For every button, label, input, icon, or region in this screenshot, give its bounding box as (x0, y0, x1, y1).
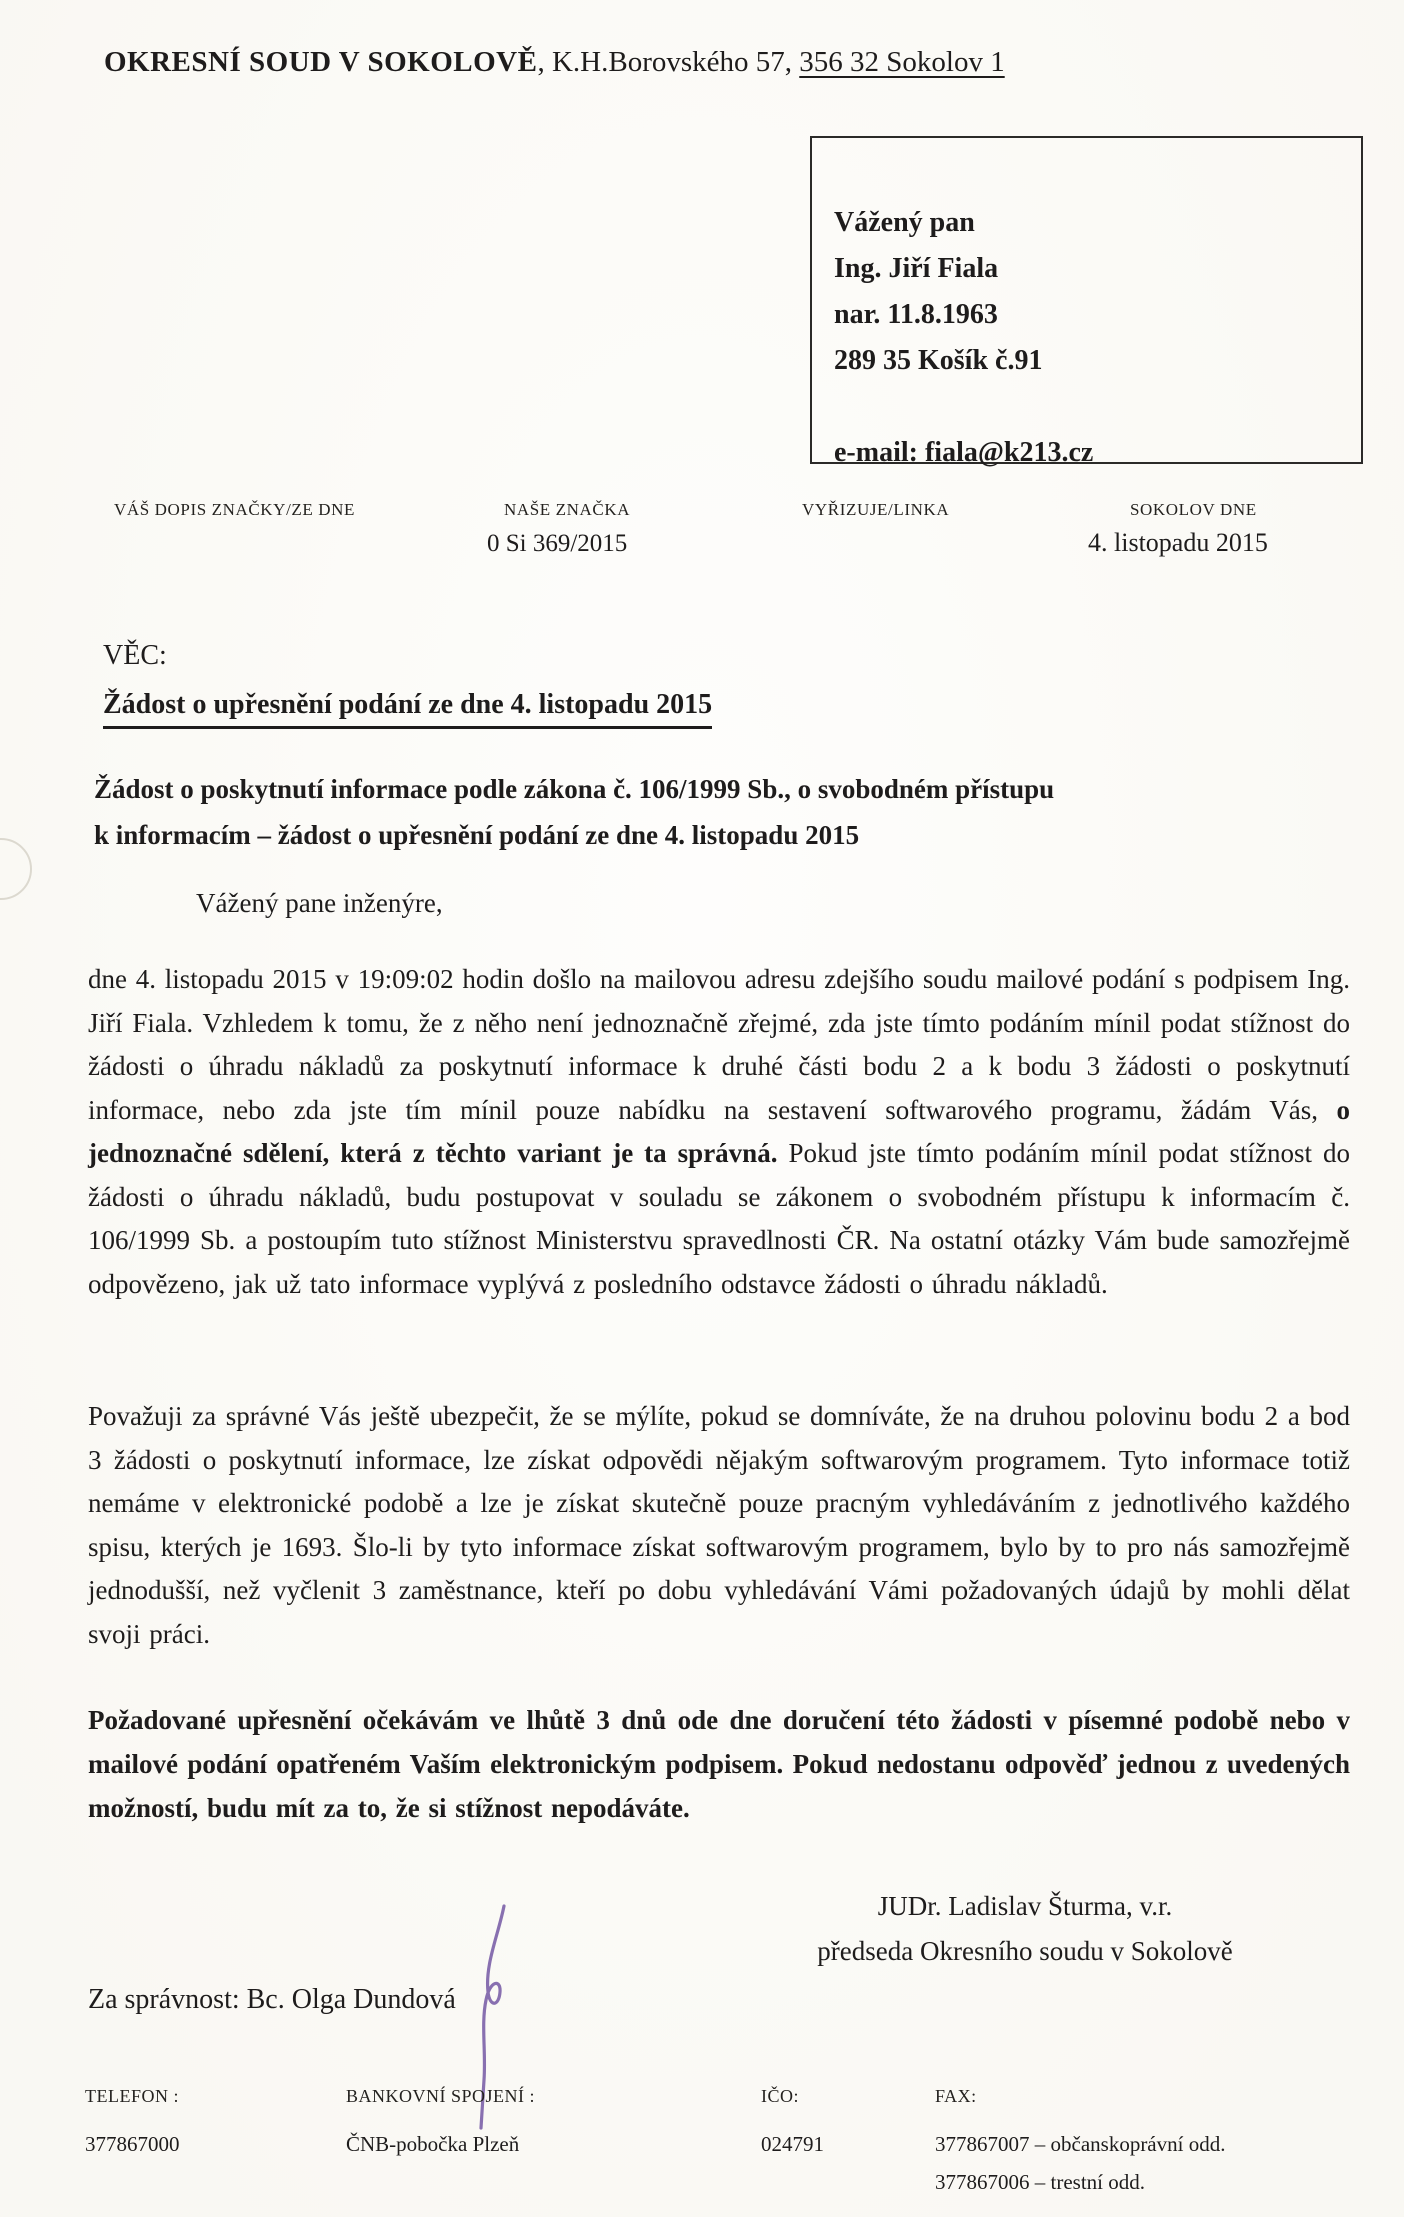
recipient-address-box (810, 136, 1363, 468)
recipient-line: 289 35 Košík č.91 (834, 345, 1043, 376)
paragraph-text: Pokud jste tímto podáním mínil podat stížnost do žádosti o úhradu nákladů, budu postupovat v souladu se zákonem o svobodném přístupu k informacím č. 106/1999 Sb. a postoupím tuto stížnost Ministerstvu spravedlnosti ČR. Na ostatní otázky Vám bude samozřejmě odpovězeno, jak už tato informace vyplývá z posledního odstavce žádosti o úhradu nákladů. (88, 1138, 1350, 1299)
signer-name: JUDr. Ladislav Šturma, v.r. (877, 1891, 1173, 1921)
footer-ico-label: IČO: (761, 2086, 799, 2106)
letterhead (104, 46, 1005, 79)
footer-fax-label: FAX: (935, 2086, 977, 2106)
paragraph-text: dne 4. listopadu 2015 v 19:09:02 hodin došlo na mailovou adresu zdejšího soudu mailové podání s podpisem Ing. Jiří Fiala. Vzhledem k tomu, že z něho není jednoznačně zřejmé, zda jste tímto podáním mínil podat stížnost do žádosti o úhradu nákladů za poskytnutí informace k druhé části bodu 2 a k bodu 3 žádosti o poskytnutí informace, nebo zda jste tím mínil pouze nabídku na sestavení softwarového programu, žádám Vás, (88, 964, 1350, 1125)
ref-label-vas-dopis: VÁŠ DOPIS ZNAČKY/ZE DNE (114, 500, 355, 519)
recipient-line: Vážený pan (834, 207, 975, 238)
recipient-email-line: e-mail: fiala@k213.cz (834, 437, 1094, 468)
paragraph-bold-emphasis: o jednoznačné sdělení, která z těchto variant je ta správná. (88, 1094, 1350, 1168)
court-name: OKRESNÍ SOUD V SOKOLOVĚ (104, 46, 538, 78)
ref-value-date: 4. listopadu 2015 (1088, 528, 1268, 557)
footer-fax-value-1: 377867007 – občanskoprávní odd. (935, 2132, 1226, 2156)
footer-ico-value: 024791 (761, 2132, 824, 2156)
footer-telefon-value: 377867000 (85, 2132, 180, 2156)
body-paragraph-2: Považuji za správné Vás ještě ubezpečit, že se mýlíte, pokud se domníváte, že na druhou polovinu bodu 2 a bod 3 žádosti o poskytnutí informace, lze získat odpovědi nějakým softwarovým programem. Tyto informace totiž nemáme v elektronické podobě a lze je získat skutečně pouze pracným vyhledáváním z jednotlivého každého spisu, kterých je 1693. Šlo-li by tyto informace získat softwarovým programem, bylo by to pro nás samozřejmě jednodušší, než vyčlenit 3 zaměstnance, kteří po dobu vyhledávání Vámi požadovaných údajů by mohli dělat svoji práci. (88, 1401, 1350, 1649)
body-paragraph-3: Požadované upřesnění očekávám ve lhůtě 3 dnů ode dne doručení této žádosti v písemné podobě nebo v mailové podání opatřeném Vaším elektronickým podpisem. Pokud nedostanu odpověď jednou z uvedených možností, budu mít za to, že si stížnost nepodáváte. (88, 1705, 1350, 1823)
subject-request-line2: k informacím – žádost o upřesnění podání ze dne 4. listopadu 2015 (94, 820, 860, 850)
za-spravnost-line: Za správnost: Bc. Olga Dundová (88, 1984, 456, 2015)
footer-telefon-label: TELEFON : (85, 2086, 179, 2106)
ref-label-nase-znacka: NAŠE ZNAČKA (504, 500, 631, 519)
salutation: Vážený pane inženýre, (196, 888, 443, 918)
court-address: , K.H.Borovského 57, (537, 46, 800, 78)
court-postal-code: 356 32 Sokolov 1 (799, 46, 1005, 78)
signer-title: předseda Okresního soudu v Sokolově (817, 1936, 1233, 1966)
recipient-line: Ing. Jiří Fiala (834, 253, 999, 284)
footer-bank-value: ČNB-pobočka Plzeň (346, 2132, 520, 2156)
signature-block (760, 1884, 1290, 1974)
recipient-line: nar. 11.8.1963 (834, 299, 998, 330)
body-paragraph-1 (88, 958, 1350, 1306)
footer-fax-value-2: 377867006 – trestní odd. (935, 2170, 1145, 2194)
ref-value-nase-znacka: 0 Si 369/2015 (487, 530, 628, 557)
subject-request-paragraph (94, 766, 1244, 858)
subject-vec-title: Žádost o upřesnění podání ze dne 4. listopadu 2015 (103, 689, 712, 729)
ref-label-sokolov-dne: SOKOLOV DNE (1130, 500, 1257, 519)
ref-label-vyrizuje: VYŘIZUJE/LINKA (802, 500, 950, 519)
punch-hole-artifact (0, 838, 32, 900)
subject-request-line1: Žádost o poskytnutí informace podle zákona č. 106/1999 Sb., o svobodném přístupu (94, 774, 1055, 804)
subject-vec-label: VĚC: (103, 640, 167, 671)
footer-bank-label: BANKOVNÍ SPOJENÍ : (346, 2086, 536, 2106)
